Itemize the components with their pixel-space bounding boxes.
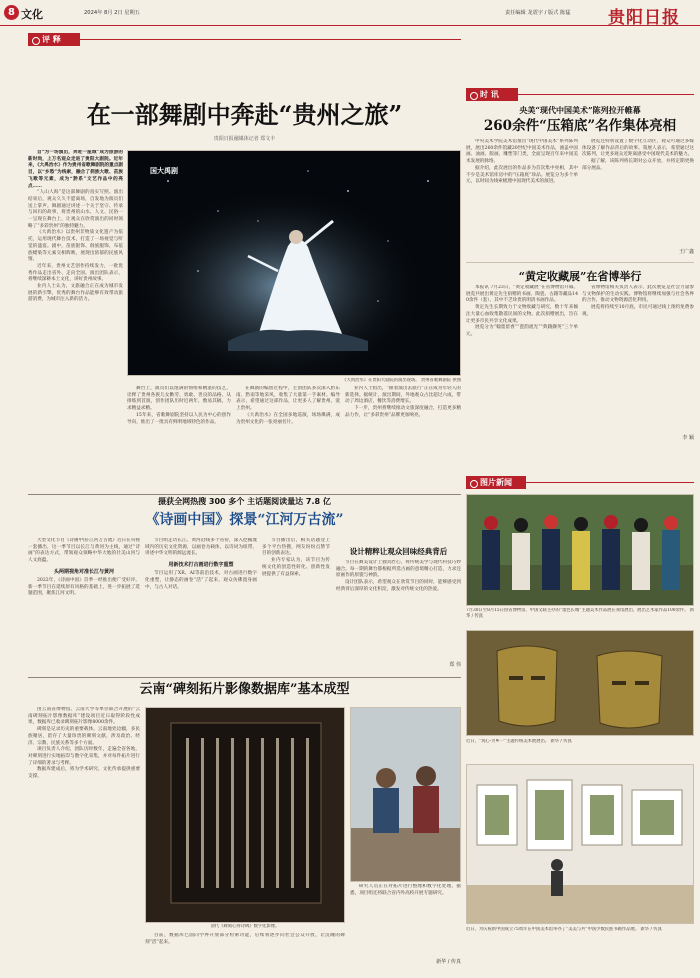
- yunnan-headline: 云南“碑刻拓片影像数据库”基本成型: [139, 682, 350, 697]
- poetry-headline: 《诗画中国》探景“江河万古流”: [145, 512, 344, 528]
- poetry-column-2: 节目组走访长江、黄河沿线多个省份，深入挖掘流域内的历史文化资源，以画卷为载体，以诗词为纽带，讲述中华文明的源远流长。 用新技术打古画进行数字重塑 节目运用了XR、AI等前沿技术，对古画进行数字化重塑，让静态的画卷“活”了起来，观众仿佛置身画中，与古人对话。: [145, 538, 257, 590]
- page-header: [0, 0, 700, 26]
- dance-stage-illustration: [128, 151, 461, 376]
- review-intro-column: 自“为一场演出，奔赴一座城”成为旅游的新时尚，上万名观众走进了贵阳大剧院。近年来，《大禹治水》作为贵州省歌舞剧院的重点剧目，以“乡愁”为线索，融合了侗族大歌、苗族飞歌等元素，成为“黔系”文艺作品中的亮点…… “人山人海”是这部舞剧的真实写照。演出结束后，观众久久不愿离场，自发地为演员们送上掌声。舞剧通过讲述一个关于坚守、传承与回归的故事，将贵州的山水、人文、民俗一一呈现在舞台上，让观众在欣赏演出的同时领略了“多彩贵州”的独特魅力。 《大禹治水》以贵州非物质文化遗产为依托，运用现代舞台技术，打造了一场视觉与听觉的盛宴。剧中，苗族银饰、侗族服饰、布依族蜡染等元素交相辉映，展现出浓郁的民族风情。 近年来，贵州文艺创作持续发力，一批优秀作品走出省外、走向全国。演出团队表示，将继续深耕本土文化，讲好贵州故事。 业内人士认为，文旅融合正在成为城市发展的新引擎，优秀的舞台作品能够有效带动旅游消费，为城市注入新的活力。: [28, 150, 123, 303]
- yunnan-photo-caption: 清代《碑刻心得诗碑》数字化影像。: [210, 924, 280, 929]
- yunnan-people-photo: [350, 707, 461, 882]
- poetry-kicker: 摄获全网热搜 300 多个 主话题阅读量达 7.8 亿: [158, 497, 331, 506]
- theater-logo-text: 国大禹剧: [150, 167, 178, 175]
- design-column: 节目在舞美设计上独具匠心，将传统美学与现代科技巧妙融合。每一期的舞台都根据所选古画的意境精心打造，力求还原画作的原貌与神韵。 设计团队表示，希望观众在欣赏节目的同时，能够感受到经典背后深厚的文化积淀，激发对传统文化的热爱。: [336, 560, 461, 592]
- yunnan-column-1: 由云南省博物馆、云南大学等单位联合开展的“云南碑刻拓片影像数据库”建设项目近日取得阶段性成果，数据库已收录碑刻拓片影像8000余件。 碑刻是记录历史的重要载体。云南地处边疆，多民族聚居，留存了大量珍贵的碑刻文献，涉及政治、经济、宗教、民族关系等多个方面。 项目负责人介绍，团队历时数年，走遍全省各地，对碑刻进行实地拓印与数字化采集，并对每件拓片进行了详细的著录与考释。 数据库建成后，将为学术研究、文化传承提供重要支撑。: [28, 707, 140, 780]
- section-divider: [80, 39, 461, 40]
- news1-subtitle: 央美“现代中国美术”陈列拉开帷幕: [519, 105, 641, 115]
- news2-headline: “黄定收藏展”在省博举行: [466, 262, 694, 285]
- news2-byline: 李 颖: [682, 435, 694, 441]
- section-name: 文化: [21, 8, 43, 21]
- photo-news-section-tag: 图片新闻: [466, 476, 526, 489]
- ethnic-performers-illustration: [467, 495, 694, 606]
- news1-headline: 260余件“压箱底”名作集体亮相: [483, 118, 677, 134]
- yunnan-stele-photo: [145, 707, 345, 923]
- yunnan-column-3: 研究人员正在对拓片进行整理和数字化处理。据悉，项目组还将联合省内外高校开展专题研究。: [350, 884, 461, 896]
- poetry-subhead-2: 用新技术打古画进行数字重塑: [168, 562, 234, 569]
- gallery-photo-bronzes: [466, 630, 694, 736]
- stele-rubbing-illustration: [146, 708, 345, 923]
- design-byline: 郑 伟: [449, 662, 461, 668]
- news1-byline: 王广鑫: [678, 249, 694, 255]
- review-stage-photo: [127, 150, 461, 376]
- news1-column-2: 展览还特别设置了数字化互动区，观众可通过多媒体设备了解作品背后的故事。策展人表示，希望通过这次陈列，让更多观众近距离感受中国现代美术的魅力。 据了解，该陈列将长期对公众开放，并将定期更换部分展品。: [582, 139, 694, 171]
- review-column-4: 业内人士指出，“跟着演出去旅行”正在成为年轻人的新选择。据统计，演出期间，外地观众占比超过六成，带动了周边酒店、餐饮等消费增长。 下一步，贵州将继续推动文旅深度融合，打造更多精品力作，让“多彩贵州”品牌更加响亮。: [345, 386, 461, 418]
- gallery-caption-3: 近日，为庆祝新中国成立75周年在中国美术馆举办了“美美与共”中国少数民族书画作品展。 新华 / 传真: [466, 927, 662, 932]
- gallery-photo-performers: [466, 494, 694, 606]
- review-headline: 在一部舞剧中奔赴“贵州之旅”: [86, 100, 403, 129]
- review-section-tag: 评 释: [28, 33, 80, 46]
- review-intro-text: 自“为一场演出，奔赴一座城”成为旅游的新时尚，上万名观众走进了贵阳大剧院。近年来，《大禹治水》作为贵州省歌舞剧院的重点剧目，以“乡愁”为线索，融合了侗族大歌、苗族飞歌等元素，成为“黔系”文艺作品中的亮点……: [28, 150, 123, 189]
- news2-column-2: 省博物馆相关负责人表示，此次展览是社会力量参与文物保护的生动实践。博物馆将继续加强与社会各界的合作，推动文物资源活化利用。 展览将持续至10月底，市民可通过线上预约免费参观。: [582, 285, 694, 317]
- section-divider: [518, 94, 694, 95]
- design-headline: 设计精粹让观众回味经典背后: [349, 547, 448, 556]
- gallery-photo-exhibition: [466, 764, 694, 924]
- section-number-badge: 8: [4, 5, 19, 20]
- poetry-column-1: 大型文化节目《诗画中国·江河万古流》近日在央视一套播出，这一季节目以长江与黄河为主线，通过“诗画”的表达方式，带领观众领略中华大地的壮美山河与人文底蕴。 头两期视角对准长江与黄河 2022年，《诗画中国》首季一经推出便广受好评。新一季节目在延续原有风格的基础上，进一步拓展了选题范围，聚焦江河文明。: [28, 538, 140, 597]
- news1-column-1: 中央美术学院美术馆推出“现代中国美术”系列陈列展，展出260余件馆藏20世纪中国美术作品，涵盖中国画、油画、版画、雕塑等门类，全面呈现百年来中国美术发展的脉络。 据介绍，此次展出的作品多为首次集中亮相，其中不少是美术馆库房中的“压箱底”珍品。展览分为多个单元，以时间为线索梳理中国现代美术的演进。: [466, 139, 578, 185]
- yunnan-byline: 新华 / 传真: [436, 959, 461, 965]
- review-column-3: 在舞剧的编创过程中，主创团队多次深入黔东南、黔南等地采风，收集了大量第一手素材。编导表示，希望通过这部作品，让更多人了解贵州、爱上贵州。 《大禹治水》在全国多地巡演，场场爆满，成为贵州文化的一张亮丽名片。: [236, 386, 340, 425]
- yunnan-column-2: 目前，数据库已面向学界开放部分检索功能，后续将逐步向社会公众开放，让沉睡的碑刻“活”起来。: [145, 933, 345, 945]
- poetry-subhead-1: 头两期视角对准长江与黄河: [53, 568, 114, 575]
- review-photo-caption: 《大禹治水》在贵阳大剧院的演出现场。 贵州省歌舞剧院 供图: [342, 378, 461, 383]
- gallery-caption-1: 7月30日至8月15日由省博物馆、中国文联主办的“墨色长城”主题美术作品展在我馆展出，展出艺术家作品100余件。 新华 / 传真: [466, 608, 694, 619]
- section-divider: [526, 482, 694, 483]
- news2-column-1: 本报讯 7月23日，“黄定收藏展”在省博物馆开幕。展览共展出黄定先生捐赠的书画、陶瓷、古籍等藏品140余件（套），其中不乏珍贵的明清书画作品。 黄定先生长期致力于文物收藏与研究，数十年来倾注大量心血收集散落民间的文物。此次捐赠展出，旨在让更多市民共享文化成果。 展览分为“翰墨留香”“瓷韵流光”“典籍撷英”三个单元。: [466, 285, 578, 337]
- gallery-caption-2: 近日，“筑心·为乡一”主题传统美术展展出。 新华 / 传真: [466, 739, 572, 744]
- exhibition-hall-illustration: [467, 765, 694, 924]
- bronze-masks-illustration: [467, 631, 694, 736]
- poetry-column-3: 节目播出后，相关话题登上多个平台热搜，网友纷纷点赞节目的创新表达。 业内专家认为，该节目为传统文化的创造性转化、创新性发展提供了有益探索。: [262, 538, 330, 577]
- researchers-illustration: [351, 708, 461, 882]
- news-section-tag: 时 讯: [466, 88, 518, 101]
- newspaper-logo: 贵阳日报: [608, 8, 680, 26]
- review-column-2: 舞台上，演员们以饱满的情绪和精湛的技艺，诠释了贵州各族儿女勤劳、勇敢、善良的品格。从排练到首演，创作团队历时近两年，数易其稿，力求精益求精。 15年来，省歌舞剧院坚持以人民为中心的创作导向，推出了一批具有鲜明地域特色的作品。: [127, 386, 231, 425]
- review-byline: 贵阳日报融媒体记者 郑文丰: [213, 136, 276, 142]
- issue-date: 2024年 8月 2日 星期五: [84, 10, 140, 16]
- editor-credits: 责任编辑 龙震宇 / 版式 陈猛: [505, 10, 571, 16]
- divider: [28, 494, 461, 495]
- divider: [28, 677, 461, 678]
